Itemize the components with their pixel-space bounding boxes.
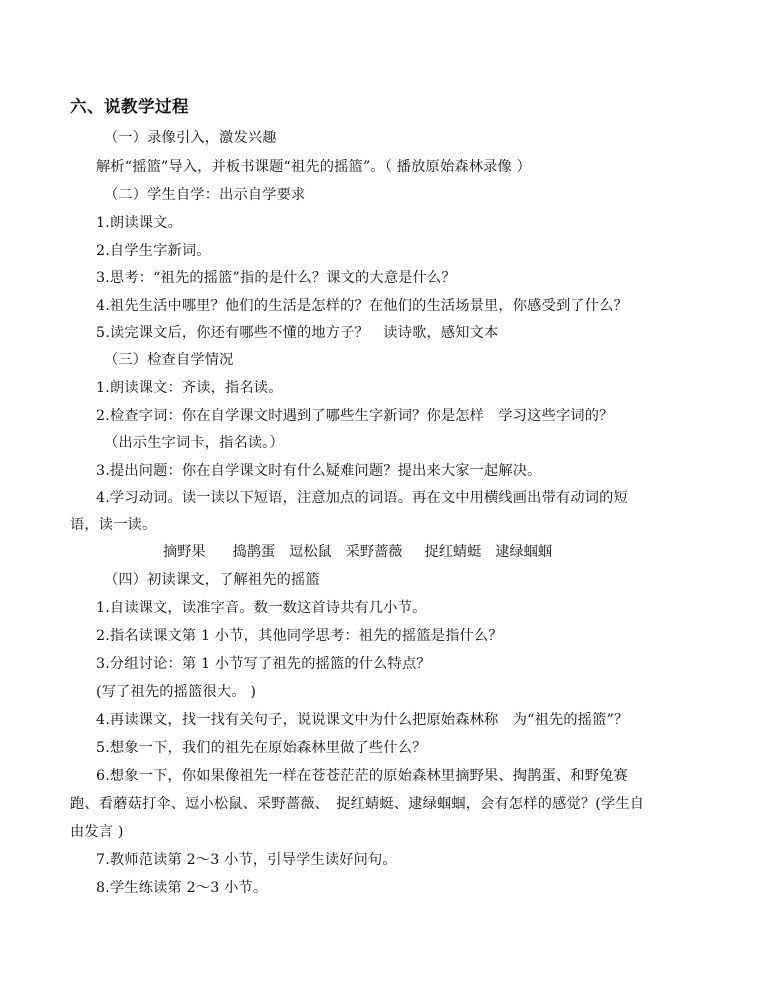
list-item: 5.读完课文后，你还有哪些不懂的地方子？ 读诗歌，感知文本 — [96, 325, 499, 341]
list-item: 3.提出问题：你在自学课文时有什么疑难问题？提出来大家一起解决。 — [96, 463, 542, 479]
list-item: 2.指名读课文第 1 小节，其他同学思考：祖先的摇篮是指什么？ — [96, 628, 503, 644]
subsection-3-title: （三）检查自学情况 — [104, 352, 234, 368]
list-item: 6.想象一下，你如果像祖先一样在苍苍茫茫的原始森林里摘野果、掏鹊蛋、和野兔赛 — [96, 768, 628, 784]
paragraph-line: (写了祖先的摇篮很大。 ) — [96, 684, 257, 700]
list-item: 4.学习动词。读一读以下短语，注意加点的词语。再在文中用横线画出带有动词的短 — [96, 490, 628, 506]
list-item: 1.朗读课文。 — [96, 215, 182, 231]
subsection-4-title: （四）初读课文，了解祖先的摇篮 — [104, 572, 320, 588]
paragraph-line: （出示生字词卡，指名读。） — [104, 435, 284, 451]
phrase: 摘野果 — [163, 544, 206, 560]
subsection-1-title: （一）录像引入，激发兴趣 — [104, 130, 277, 146]
phrase: 采野蔷薇 — [345, 544, 403, 560]
list-item: 7.教师范读第 2～3 小节，引导学生读好问句。 — [96, 852, 397, 868]
list-item: 8.学生练读第 2～3 小节。 — [96, 880, 268, 896]
phrase: 捉红蜻蜓 — [424, 544, 482, 560]
list-item: 4.再读课文，找一找有关句子，说说课文中为什么把原始森林称 为“祖先的摇篮”？ — [96, 712, 629, 728]
phrase: 捣鹊蛋 — [232, 544, 276, 560]
list-item: 3.分组讨论：第 1 小节写了祖先的摇篮的什么特点？ — [96, 656, 431, 672]
list-item: 2.检查字词：你在自学课文时遇到了哪些生字新词？你是怎样 学习这些字词的？ — [96, 408, 614, 424]
paragraph-line: 跑、看蘑菇打伞、逗小松鼠、采野蔷薇、 捉红蜻蜓、逮绿蝈蝈，会有怎样的感觉？(学生自 — [70, 796, 645, 812]
subsection-2-title: （二）学生自学：出示自学要求 — [104, 187, 306, 203]
phrase: 逗松鼠 — [289, 544, 332, 560]
paragraph-line: 语，读一读。 — [70, 517, 157, 533]
list-item: 4.祖先生活中哪里？他们的生活是怎样的？在他们的生活场景里，你感受到了什么？ — [96, 298, 628, 314]
paragraph-line: 解析“摇篮”导入，并板书课题“祖先的摇篮”。（ 播放原始森林录像 ） — [96, 159, 531, 175]
verb-phrase-row — [163, 542, 552, 562]
section-heading: 六、说教学过程 — [70, 97, 189, 116]
list-item: 3.思考：“祖先的摇篮”指的是什么？课文的大意是什么？ — [96, 270, 456, 286]
list-item: 1.朗读课文：齐读，指名读。 — [96, 380, 283, 396]
list-item: 1.自读课文，读准字音。数一数这首诗共有几小节。 — [96, 600, 427, 616]
list-item: 5.想象一下，我们的祖先在原始森林里做了些什么？ — [96, 740, 427, 756]
phrase: 逮绿蝈蝈 — [495, 544, 553, 560]
paragraph-line: 由发言 ) — [70, 824, 124, 840]
list-item: 2.自学生字新词。 — [96, 243, 211, 259]
